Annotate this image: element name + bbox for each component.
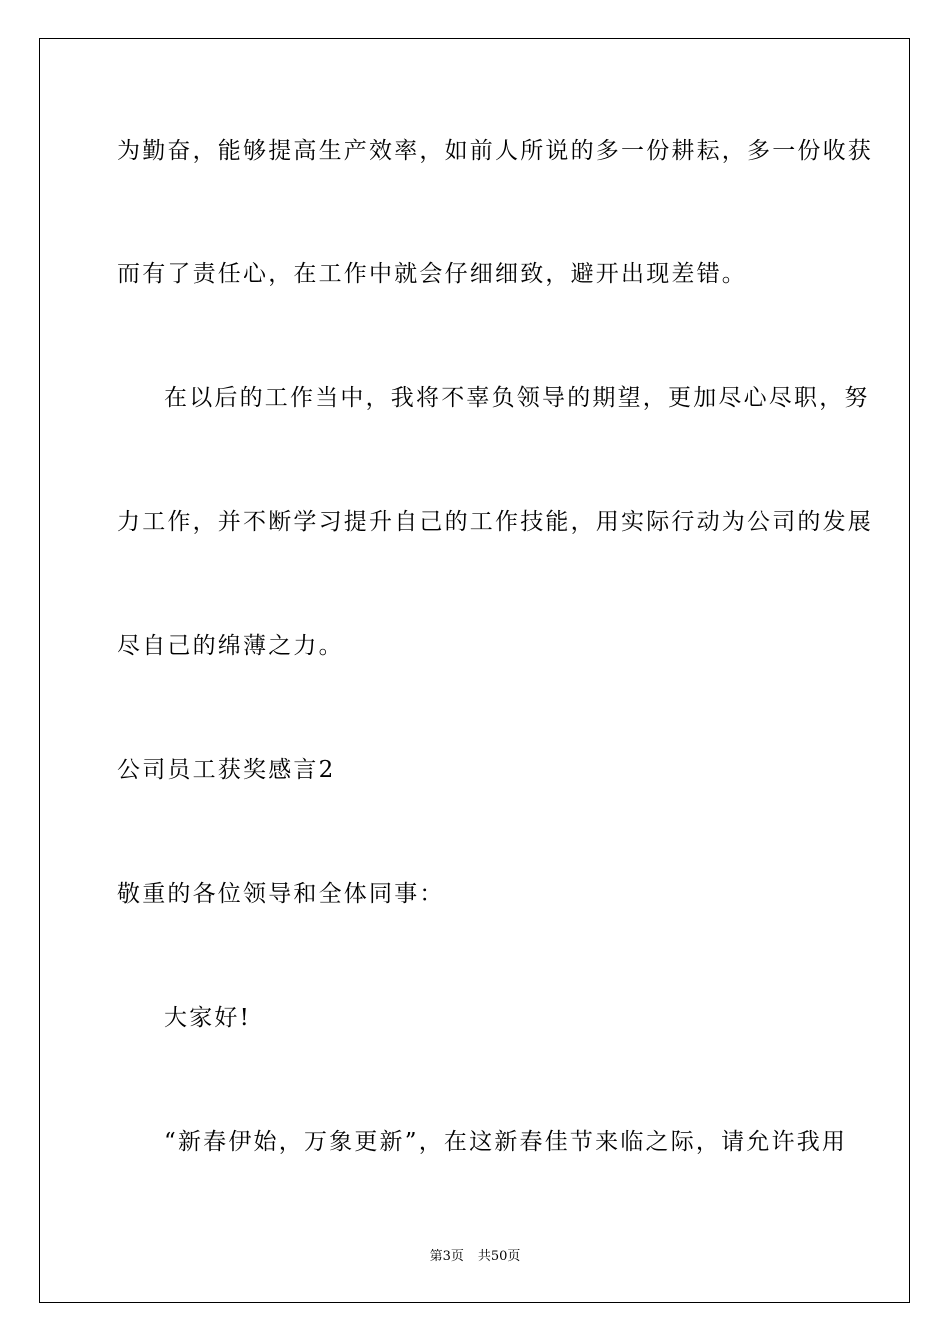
paragraph-line-6: “新春伊始，万象更新”，在这新春佳节来临之际，请允许我用 [164,1129,848,1155]
paragraph-line-4: 力工作，并不断学习提升自己的工作技能，用实际行动为公司的发展 [117,509,873,535]
greeting: 大家好! [164,1005,252,1031]
paragraph-line-3: 在以后的工作当中，我将不辜负领导的期望，更加尽心尽职，努 [164,385,870,411]
paragraph-line-2: 而有了责任心，在工作中就会仔细细致，避开出现差错。 [117,261,747,287]
salutation: 敬重的各位领导和全体同事： [117,881,445,907]
total-pages: 共50页 [477,1249,521,1264]
page-footer [0,1248,950,1266]
page-number: 第3页 [429,1249,464,1264]
page-border [39,38,910,1303]
paragraph-line-5: 尽自己的绵薄之力。 [117,633,344,659]
paragraph-line-1: 为勤奋，能够提高生产效率，如前人所说的多一份耕耘，多一份收获 [117,138,873,164]
section-heading: 公司员工获奖感言2 [117,757,336,783]
